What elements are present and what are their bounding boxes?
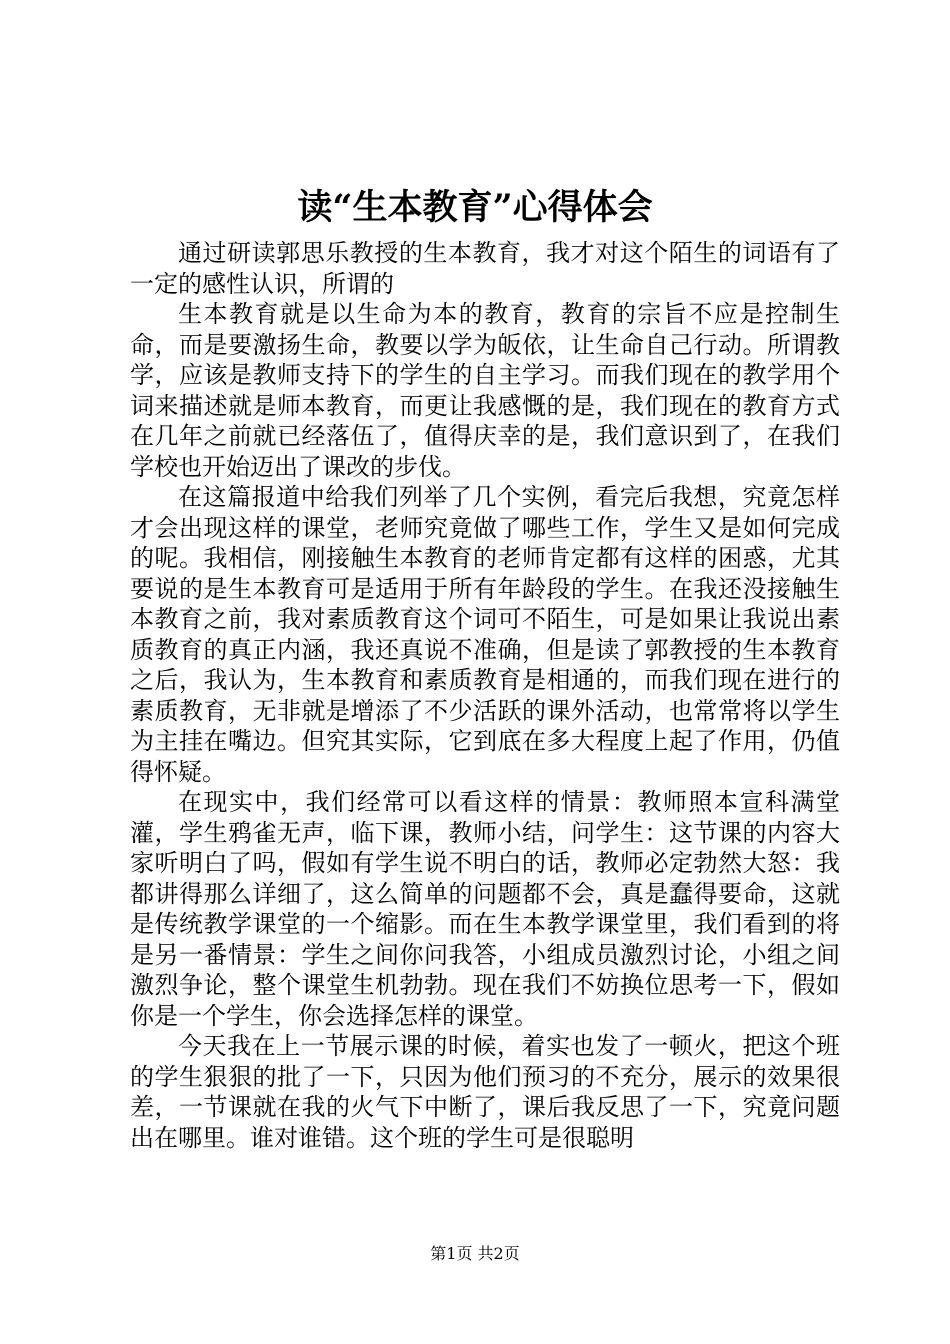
paragraph: 在现实中，我们经常可以看这样的情景：教师照本宣科满堂灌，学生鸦雀无声，临下课，教师小结，问学生：这节课的内容大家听明白了吗，假如有学生说不明白的话，教师必定勃然大怒：我都讲得那么详细了，这么简单的问题都不会，真是蠢得要命，这就是传统教学课堂的一个缩影。而在生本教学课堂里，我们看到的将是另一番情景：学生之间你问我答，小组成员激烈讨论，小组之间激烈争论，整个课堂生机勃勃。现在我们不妨换位思考一下，假如你是一个学生，你会选择怎样的课堂。	[130, 788, 840, 1030]
page-footer: 第1页 共2页	[430, 1244, 520, 1263]
paragraph: 生本教育就是以生命为本的教育，教育的宗旨不应是控制生命，而是要激扬生命，教要以学为皈依，让生命自己行动。所谓教学，应该是教师支持下的学生的自主学习。而我们现在的教学用个词来描述就是师本教育，而更让我感慨的是，我们现在的教育方式在几年之前就已经落伍了，值得庆幸的是，我们意识到了，在我们学校也开始迈出了课改的步伐。	[130, 300, 840, 481]
paragraph: 今天我在上一节展示课的时候，着实也发了一顿火，把这个班的学生狠狠的批了一下，只因为他们预习的不充分，展示的效果很差，一节课就在我的火气下中断了，课后我反思了一下，究竟问题出在哪里。谁对谁错。这个班的学生可是很聪明	[130, 1032, 840, 1152]
paragraph: 在这篇报道中给我们列举了几个实例，看完后我想，究竟怎样才会出现这样的课堂，老师究竟做了哪些工作，学生又是如何完成的呢。我相信，刚接触生本教育的老师肯定都有这样的困惑，尤其要说的是生本教育可是适用于所有年龄段的学生。在我还没接触生本教育之前，我对素质教育这个词可不陌生，可是如果让我说出素质教育的真正内涵，我还真说不准确，但是读了郭教授的生本教育之后，我认为，生本教育和素质教育是相通的，而我们现在进行的素质教育，无非就是增添了不少活跃的课外活动，也常常将以学生为主挂在嘴边。但究其实际，它到底在多大程度上起了作用，仍值得怀疑。	[130, 483, 840, 786]
paragraph: 通过研读郭思乐教授的生本教育，我才对这个陌生的词语有了一定的感性认识，所谓的	[130, 239, 840, 298]
document-body	[130, 238, 840, 1153]
document-title: 读“生本教育”心得体会	[297, 187, 653, 228]
